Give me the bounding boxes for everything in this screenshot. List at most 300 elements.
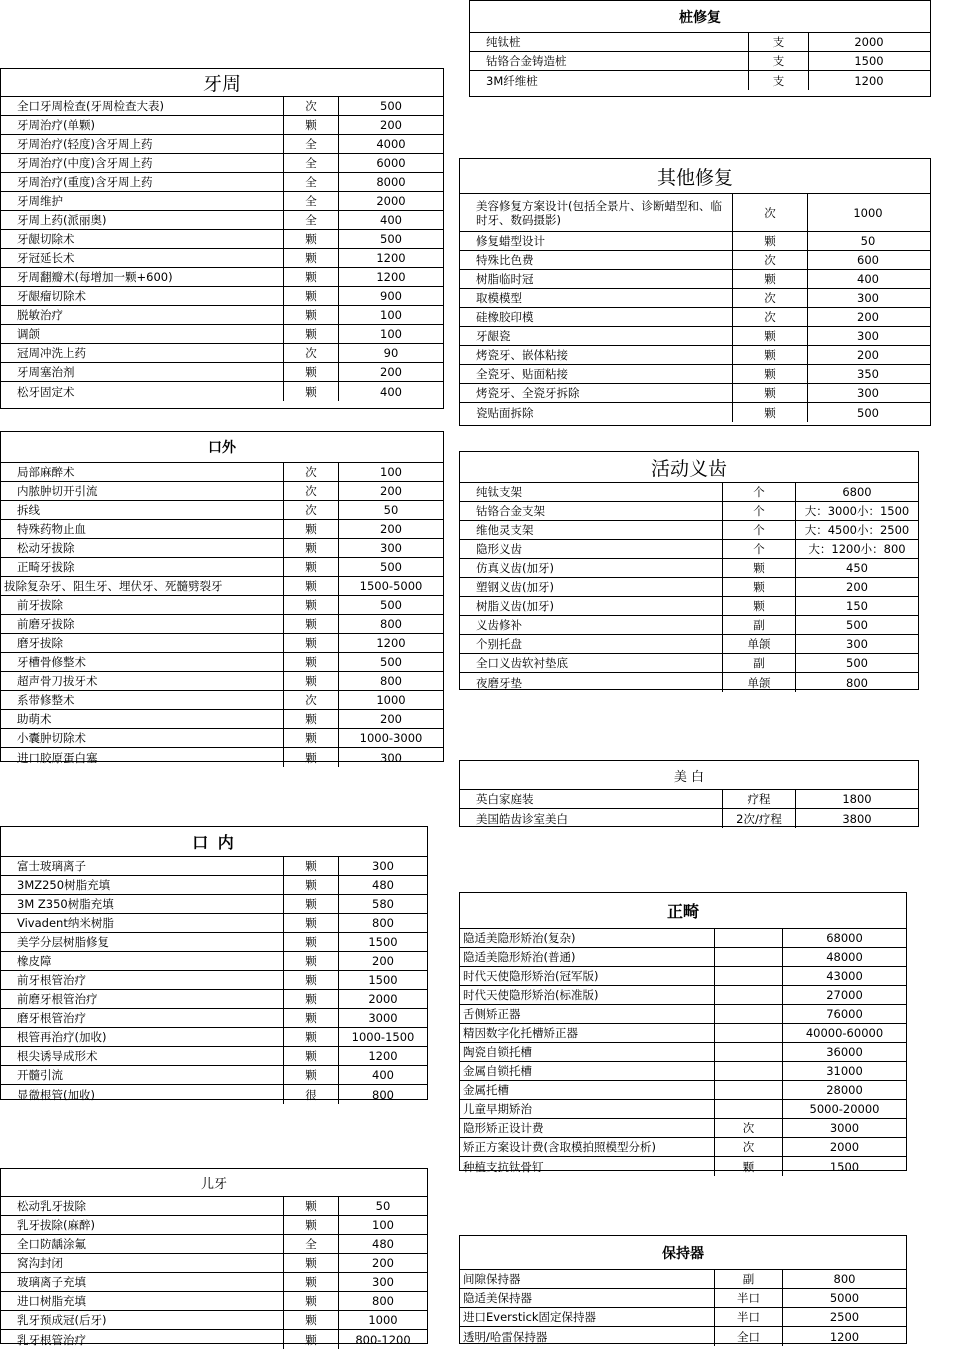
item-name: 英白家庭装 (460, 790, 723, 808)
unit: 全 (284, 1235, 339, 1253)
price: 500 (846, 618, 868, 632)
unit: 半口 (715, 1308, 783, 1326)
pediatric-title: 儿牙 (1, 1169, 427, 1197)
table-row (1, 211, 443, 230)
price: 200 (380, 484, 402, 498)
item-name: 硅橡胶印模 (460, 308, 733, 326)
unit: 颗 (284, 1311, 339, 1329)
price: 400 (380, 213, 402, 227)
unit: 次 (733, 194, 808, 231)
item-name: 超声骨刀拔牙术 (1, 672, 284, 690)
price: 1000 (368, 1313, 398, 1327)
price: 1500 (829, 1159, 860, 1174)
item-name: 正畸牙拔除 (1, 558, 284, 576)
price: 300 (372, 1275, 394, 1289)
other-repair-title: 其他修复 (460, 159, 930, 194)
price: 8000 (376, 175, 406, 189)
table-row (460, 809, 918, 828)
item-name: 玻璃离子充填 (1, 1273, 284, 1291)
unit: 颗 (284, 990, 339, 1008)
table-row (1, 1235, 427, 1254)
unit: 次 (284, 482, 339, 500)
table-row (1, 1197, 427, 1216)
price: 5000-20000 (809, 1102, 880, 1116)
unit: 全 (284, 173, 339, 191)
item-name: 间隙保持器 (460, 1270, 715, 1288)
pediatric-table (0, 1168, 428, 1347)
price: 48000 (826, 950, 863, 964)
post-repair-title: 桩修复 (470, 1, 930, 33)
item-name: 牙周治疗(单颗) (1, 116, 284, 134)
unit: 颗 (284, 933, 339, 951)
unit: 颗 (284, 1330, 339, 1349)
item-name: 时代天使隐形矫治(冠军版) (460, 967, 715, 985)
item-name: 牙周维护 (1, 192, 284, 210)
price: 800 (380, 617, 402, 631)
item-name: 小囊肿切除术 (1, 729, 284, 747)
price: 40000-60000 (805, 1026, 884, 1040)
unit: 颗 (284, 363, 339, 381)
table-row (460, 502, 918, 521)
price: 1000 (853, 205, 883, 220)
unit: 颗 (733, 384, 808, 402)
table-row (1, 325, 443, 344)
table-row (460, 654, 918, 673)
table-row (1, 933, 427, 952)
unit: 颗 (284, 615, 339, 633)
price: 800 (372, 916, 394, 930)
unit (715, 1005, 783, 1023)
price: 300 (846, 637, 868, 651)
item-name: 隐适美隐形矫治(普通) (460, 948, 715, 966)
unit: 颗 (284, 116, 339, 134)
table-row (460, 1062, 906, 1081)
unit: 颗 (723, 597, 796, 615)
table-row (1, 672, 443, 691)
item-name: 仿真义齿(加牙) (460, 559, 723, 577)
item-name: 牙槽骨修整术 (1, 653, 284, 671)
unit: 颗 (284, 729, 339, 747)
orthodontics-title: 正畸 (460, 893, 906, 929)
table-row (1, 914, 427, 933)
item-name: 乳牙预成冠(后牙) (1, 1311, 284, 1329)
table-row (470, 52, 930, 71)
item-name: 钴铬合金支架 (460, 502, 723, 520)
price: 300 (857, 291, 879, 305)
table-row (460, 559, 918, 578)
unit: 颗 (723, 559, 796, 577)
item-name: 松动乳牙拔除 (1, 1197, 284, 1215)
price: 3800 (842, 811, 872, 826)
unit: 颗 (284, 1047, 339, 1065)
removable-denture-table (459, 451, 919, 690)
unit: 颗 (284, 1254, 339, 1272)
unit: 次 (284, 344, 339, 362)
unit: 个 (723, 521, 796, 539)
item-name: 烤瓷牙、全瓷牙拆除 (460, 384, 733, 402)
table-row (460, 635, 918, 654)
table-row (1, 192, 443, 211)
table-row (1, 154, 443, 173)
price: 500 (857, 405, 879, 420)
item-name: 富士玻璃离子 (1, 857, 284, 875)
unit: 颗 (284, 876, 339, 894)
unit: 颗 (284, 653, 339, 671)
price: 1500 (368, 935, 398, 949)
table-row (1, 1292, 427, 1311)
item-name: 乳牙根管治疗 (1, 1330, 284, 1349)
unit: 颗 (284, 306, 339, 324)
unit: 颗 (284, 1216, 339, 1234)
unit: 颗 (284, 952, 339, 970)
price: 300 (857, 329, 879, 343)
item-name: 磨牙根管治疗 (1, 1009, 284, 1027)
unit: 颗 (284, 287, 339, 305)
table-row (1, 173, 443, 192)
price: 27000 (826, 988, 863, 1002)
table-row (1, 539, 443, 558)
item-name: 牙周翻瓣术(每增加一颗+600) (1, 268, 284, 286)
item-name: 特殊药物止血 (1, 520, 284, 538)
price: 1200 (376, 636, 406, 650)
price: 200 (857, 310, 879, 324)
price: 500 (380, 560, 402, 574)
table-row (460, 483, 918, 502)
item-name: 美国皓齿诊室美白 (460, 809, 723, 828)
item-name: 松动牙拔除 (1, 539, 284, 557)
item-name: 脱敏治疗 (1, 306, 284, 324)
price: 3000 (368, 1011, 398, 1025)
item-name: 助萌术 (1, 710, 284, 728)
price: 480 (372, 1237, 394, 1251)
item-name: 儿童早期矫治 (460, 1100, 715, 1118)
price: 68000 (826, 931, 863, 945)
unit: 次 (284, 501, 339, 519)
table-row (1, 249, 443, 268)
item-name: 乳牙拔除(麻醉) (1, 1216, 284, 1234)
removable-denture-title: 活动义齿 (460, 452, 918, 483)
item-name: 牙龈瘤切除术 (1, 287, 284, 305)
table-row (460, 327, 930, 346)
table-row (460, 1005, 906, 1024)
table-row (460, 1100, 906, 1119)
table-row (460, 929, 906, 948)
table-row (460, 986, 906, 1005)
price: 580 (372, 897, 394, 911)
price: 500 (380, 598, 402, 612)
item-name: 美容修复方案设计(包括全景片、诊断蜡型和、临时牙、数码摄影) (460, 194, 733, 231)
price: 800-1200 (355, 1332, 411, 1347)
unit: 支 (749, 71, 809, 90)
price: 2000 (854, 35, 884, 49)
unit: 颗 (284, 577, 339, 595)
item-name: 拆线 (1, 501, 284, 519)
item-name: 牙周塞治剂 (1, 363, 284, 381)
table-row (460, 289, 930, 308)
unit: 副 (723, 616, 796, 634)
item-name: 维他灵支架 (460, 521, 723, 539)
retainer-title: 保持器 (460, 1236, 906, 1270)
oral-surgery-table (0, 431, 444, 765)
item-name: 精因数字化托槽矫正器 (460, 1024, 715, 1042)
price: 200 (372, 1256, 394, 1270)
table-row (460, 597, 918, 616)
unit: 半口 (715, 1289, 783, 1307)
unit: 颗 (715, 1157, 783, 1176)
unit: 次 (733, 251, 808, 269)
unit: 全 (284, 154, 339, 172)
price: 大：1200小：800 (808, 542, 906, 556)
unit: 颗 (284, 914, 339, 932)
table-row (460, 1024, 906, 1043)
price: 450 (846, 561, 868, 575)
price: 500 (380, 99, 402, 113)
item-name: 3M纤维桩 (470, 71, 749, 90)
price: 2500 (829, 1310, 860, 1324)
price: 100 (380, 465, 402, 479)
price: 800 (372, 1087, 394, 1102)
unit (715, 967, 783, 985)
item-name: 3M Z350树脂充填 (1, 895, 284, 913)
table-row (460, 1327, 906, 1346)
unit: 次 (733, 289, 808, 307)
price: 6000 (376, 156, 406, 170)
table-row (1, 596, 443, 615)
price: 200 (857, 348, 879, 362)
price: 150 (846, 599, 868, 613)
table-row (460, 521, 918, 540)
item-name: 修复蜡型设计 (460, 232, 733, 250)
table-row (460, 540, 918, 559)
table-row (1, 97, 443, 116)
item-name: 牙冠延长术 (1, 249, 284, 267)
price: 2000 (368, 992, 398, 1006)
unit: 很 (284, 1085, 339, 1104)
unit: 颗 (284, 325, 339, 343)
unit: 颗 (284, 558, 339, 576)
item-name: 牙龈切除术 (1, 230, 284, 248)
price: 900 (380, 289, 402, 303)
price: 1200 (376, 251, 406, 265)
price: 1200 (829, 1329, 860, 1344)
item-name: 陶瓷自锁托槽 (460, 1043, 715, 1061)
price: 5000 (829, 1291, 860, 1305)
price: 3000 (829, 1121, 860, 1135)
table-row (1, 382, 443, 401)
item-name: 金属自锁托槽 (460, 1062, 715, 1080)
item-name: 全口防龋涂氟 (1, 1235, 284, 1253)
price: 大：3000小：1500 (804, 504, 910, 518)
unit: 次 (715, 1138, 783, 1156)
unit: 颗 (284, 1009, 339, 1027)
unit: 颗 (733, 232, 808, 250)
item-name: 前磨牙根管治疗 (1, 990, 284, 1008)
unit (715, 1062, 783, 1080)
price: 300 (380, 750, 402, 765)
post-repair-table (469, 0, 931, 97)
item-name: 夜磨牙垫 (460, 673, 723, 692)
item-name: 全口义齿软衬垫底 (460, 654, 723, 672)
price: 36000 (826, 1045, 863, 1059)
unit: 疗程 (723, 790, 796, 808)
unit: 次 (284, 691, 339, 709)
item-name: 3MZ250树脂充填 (1, 876, 284, 894)
item-name: 进口树脂充填 (1, 1292, 284, 1310)
item-name: 进口Everstick固定保持器 (460, 1308, 715, 1326)
price: 100 (380, 308, 402, 322)
price: 500 (380, 232, 402, 246)
price: 350 (857, 367, 879, 381)
periodontal-title: 牙周 (1, 69, 443, 97)
item-name: 特殊比色费 (460, 251, 733, 269)
item-name: 全口牙周检查(牙周检查大表) (1, 97, 284, 115)
item-name: 时代天使隐形矫治(标准版) (460, 986, 715, 1004)
price: 1200 (376, 270, 406, 284)
table-row (1, 463, 443, 482)
whitening-table (459, 760, 919, 827)
oral-internal-title: 口 内 (1, 827, 427, 857)
price: 200 (372, 954, 394, 968)
price: 90 (383, 346, 399, 360)
price: 200 (380, 712, 402, 726)
price: 480 (372, 878, 394, 892)
table-row (1, 990, 427, 1009)
unit: 颗 (284, 520, 339, 538)
item-name: 显微根管(加收) (1, 1085, 284, 1104)
table-row (460, 1081, 906, 1100)
table-row (460, 967, 906, 986)
item-name: 局部麻醉术 (1, 463, 284, 481)
table-row (470, 71, 930, 90)
item-name: 系带修整术 (1, 691, 284, 709)
price: 1500 (368, 973, 398, 987)
unit: 单颌 (723, 635, 796, 653)
price: 300 (372, 859, 394, 873)
table-row (1, 748, 443, 767)
price: 31000 (826, 1064, 863, 1078)
table-row (1, 971, 427, 990)
price: 200 (380, 118, 402, 132)
unit: 颗 (284, 634, 339, 652)
item-name: 美学分层树脂修复 (1, 933, 284, 951)
table-row (1, 857, 427, 876)
whitening-title: 美 白 (460, 761, 918, 790)
table-row (1, 1216, 427, 1235)
price: 28000 (826, 1083, 863, 1097)
table-row (460, 346, 930, 365)
item-name: 前牙拔除 (1, 596, 284, 614)
price: 400 (372, 1068, 394, 1082)
unit: 全口 (715, 1327, 783, 1346)
table-row (460, 616, 918, 635)
item-name: 磨牙拔除 (1, 634, 284, 652)
table-row (1, 895, 427, 914)
unit: 支 (749, 52, 809, 70)
item-name: 纯钛支架 (460, 483, 723, 501)
table-row (460, 1308, 906, 1327)
item-name: 牙周治疗(轻度)含牙周上药 (1, 135, 284, 153)
unit: 颗 (284, 539, 339, 557)
item-name: 前牙根管治疗 (1, 971, 284, 989)
item-name: 牙周上药(派丽奥) (1, 211, 284, 229)
price: 800 (833, 1272, 856, 1286)
price: 50 (383, 503, 399, 517)
orthodontics-table (459, 892, 907, 1174)
item-name: 塑钢义齿(加牙) (460, 578, 723, 596)
price: 500 (846, 656, 868, 670)
price: 100 (380, 327, 402, 341)
table-row (1, 1009, 427, 1028)
table-row (1, 558, 443, 577)
table-row (460, 578, 918, 597)
table-row (460, 948, 906, 967)
table-row (1, 691, 443, 710)
unit: 颗 (284, 1028, 339, 1046)
retainer-table (459, 1235, 907, 1344)
item-name: 牙周治疗(中度)含牙周上药 (1, 154, 284, 172)
unit (715, 1081, 783, 1099)
unit: 颗 (733, 327, 808, 345)
oral-surgery-title: 口外 (1, 432, 443, 463)
item-name: 内脓肿切开引流 (1, 482, 284, 500)
table-row (1, 729, 443, 748)
table-row (460, 270, 930, 289)
unit: 颗 (723, 578, 796, 596)
table-row (1, 876, 427, 895)
item-name: 拔除复杂牙、阻生牙、埋伏牙、死髓劈裂牙 (1, 577, 284, 595)
price: 50 (860, 234, 876, 248)
unit: 颗 (284, 596, 339, 614)
price: 500 (380, 655, 402, 669)
oral-internal-table (0, 826, 428, 1100)
item-name: 隐适美隐形矫治(复杂) (460, 929, 715, 947)
item-name: 牙周治疗(重度)含牙周上药 (1, 173, 284, 191)
price: 200 (380, 365, 402, 379)
price: 50 (375, 1199, 391, 1213)
table-row (1, 615, 443, 634)
price: 76000 (826, 1007, 863, 1021)
unit: 颗 (284, 895, 339, 913)
table-row (460, 1119, 906, 1138)
price: 200 (380, 522, 402, 536)
price: 800 (846, 675, 868, 690)
unit: 颗 (284, 1066, 339, 1084)
price: 600 (857, 253, 879, 267)
unit: 颗 (284, 230, 339, 248)
table-row (1, 520, 443, 539)
table-row (1, 268, 443, 287)
item-name: 冠周冲洗上药 (1, 344, 284, 362)
price: 1000 (376, 693, 406, 707)
table-row (460, 1289, 906, 1308)
unit: 副 (715, 1270, 783, 1288)
item-name: 金属托槽 (460, 1081, 715, 1099)
table-row (1, 1066, 427, 1085)
table-row (1, 1047, 427, 1066)
item-name: 钴铬合金铸造桩 (470, 52, 749, 70)
unit: 个 (723, 540, 796, 558)
table-row (460, 365, 930, 384)
item-name: 橡皮障 (1, 952, 284, 970)
table-row (460, 251, 930, 270)
item-name: 前磨牙拔除 (1, 615, 284, 633)
price: 800 (372, 1294, 394, 1308)
price: 6800 (842, 485, 872, 499)
unit: 个 (723, 483, 796, 501)
unit (715, 1043, 783, 1061)
item-name: 种植支抗钛骨钉 (460, 1157, 715, 1176)
unit: 次 (715, 1119, 783, 1137)
